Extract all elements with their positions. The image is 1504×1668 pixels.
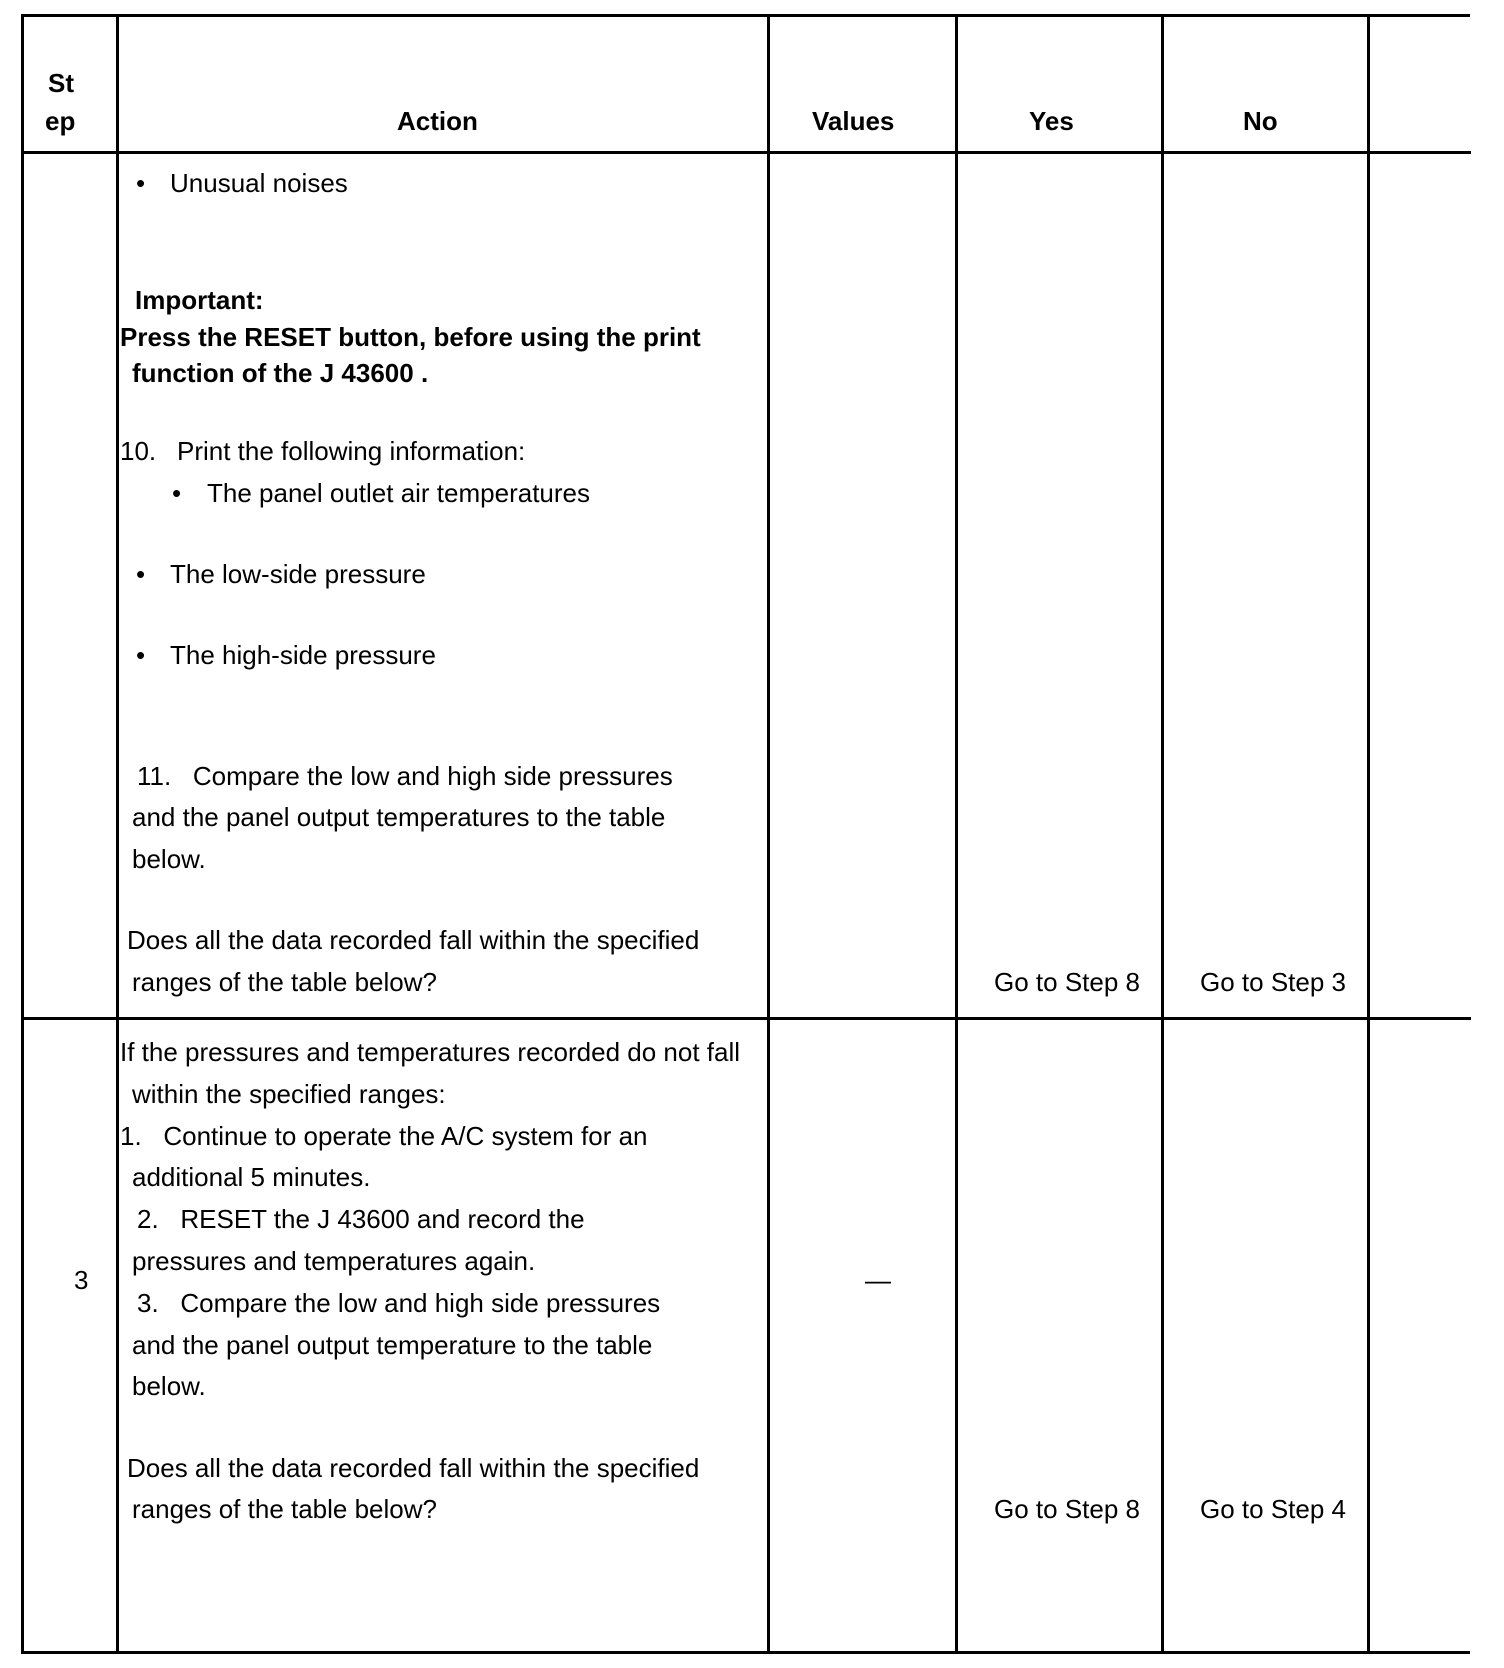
no-go-to-step: Go to Step 3 bbox=[1200, 967, 1346, 997]
table-right-border bbox=[1367, 14, 1370, 1654]
question-line1: Does all the data recorded fall within the specified bbox=[127, 925, 700, 955]
values-yes-divider bbox=[955, 14, 958, 1654]
bullet-unusual-noises: Unusual noises bbox=[170, 168, 348, 198]
action-line8: and the panel output temperature to the table bbox=[132, 1330, 653, 1360]
action-line6: pressures and temperatures again. bbox=[132, 1246, 536, 1276]
diagnostic-table bbox=[21, 14, 1471, 1654]
header-bottom-border bbox=[21, 151, 1471, 154]
action-line5: 2. RESET the J 43600 and record the bbox=[137, 1204, 585, 1234]
bullet-icon: • bbox=[136, 168, 146, 198]
bullet-icon: • bbox=[136, 559, 146, 589]
table-top-border bbox=[21, 14, 1470, 17]
item11-line2: and the panel output temperatures to the table bbox=[132, 802, 666, 832]
no-go-to-step: Go to Step 4 bbox=[1200, 1494, 1346, 1524]
table-left-border bbox=[21, 14, 24, 1654]
values-dash: — bbox=[865, 1265, 891, 1295]
step-number: 3 bbox=[74, 1265, 89, 1295]
item10-text: Print the following information: bbox=[177, 436, 526, 466]
action-line4: additional 5 minutes. bbox=[132, 1162, 371, 1192]
action-values-divider bbox=[767, 14, 770, 1654]
action-line2: within the specified ranges: bbox=[132, 1079, 446, 1109]
header-action: Action bbox=[397, 106, 478, 136]
action-line9: below. bbox=[132, 1371, 206, 1401]
header-step-line2: ep bbox=[45, 106, 76, 136]
item11-line3: below. bbox=[132, 844, 206, 874]
row1-bottom-border bbox=[21, 1017, 1471, 1020]
yes-go-to-step: Go to Step 8 bbox=[994, 967, 1140, 997]
item10-number: 10. bbox=[120, 436, 157, 466]
important-note-line1: Press the RESET button, before using the print bbox=[120, 322, 701, 352]
action-line7: 3. Compare the low and high side pressures bbox=[137, 1288, 661, 1318]
important-label: Important: bbox=[135, 285, 264, 315]
yes-no-divider bbox=[1161, 14, 1164, 1654]
bullet-high-pressure: The high-side pressure bbox=[170, 640, 436, 670]
action-line3: 1. Continue to operate the A/C system for an bbox=[120, 1121, 648, 1151]
header-yes: Yes bbox=[1029, 106, 1074, 136]
action-line1: If the pressures and temperatures recorded do not fall bbox=[120, 1037, 741, 1067]
header-step-line1: St bbox=[48, 68, 74, 98]
question-line1: Does all the data recorded fall within the specified bbox=[127, 1453, 700, 1483]
bullet-icon: • bbox=[172, 478, 182, 508]
table-bottom-border bbox=[21, 1651, 1470, 1654]
question-line2: ranges of the table below? bbox=[132, 1494, 437, 1524]
item11-line1: 11. Compare the low and high side pressures bbox=[137, 761, 673, 791]
bullet-panel-temps: The panel outlet air temperatures bbox=[207, 478, 590, 508]
bullet-icon: • bbox=[136, 640, 146, 670]
question-line2: ranges of the table below? bbox=[132, 967, 437, 997]
yes-go-to-step: Go to Step 8 bbox=[994, 1494, 1140, 1524]
bullet-low-pressure: The low-side pressure bbox=[170, 559, 426, 589]
step-action-divider bbox=[116, 14, 119, 1654]
header-no: No bbox=[1243, 106, 1278, 136]
important-note-line2: function of the J 43600 . bbox=[132, 358, 429, 388]
header-values: Values bbox=[812, 106, 895, 136]
